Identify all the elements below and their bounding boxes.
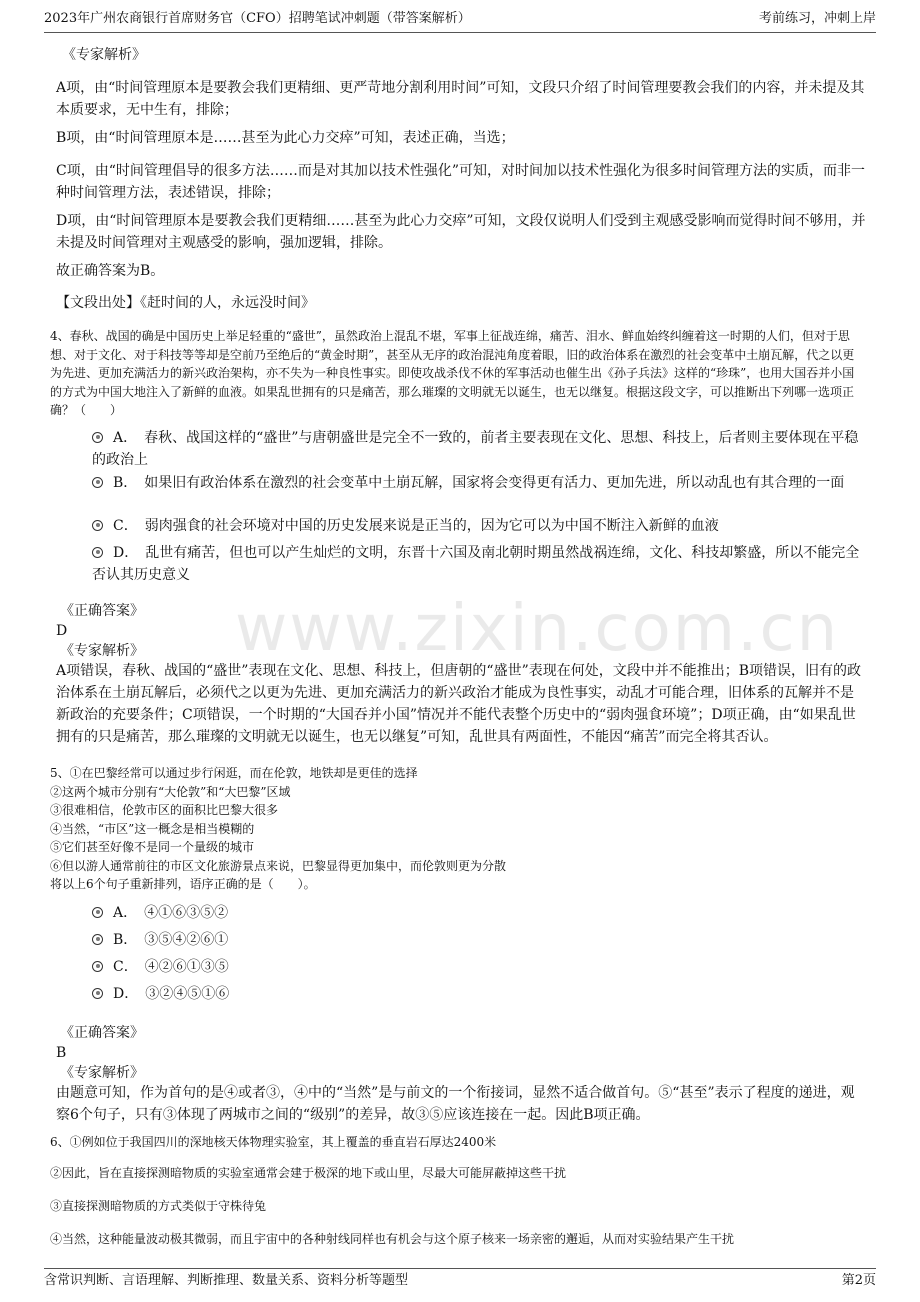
- q4-analysis-label: 《专家解析》: [60, 643, 144, 659]
- q4-option-b[interactable]: B． 如果旧有政治体系在激烈的社会变革中土崩瓦解，国家将会变得更有活力、更加先进，所以动乱也有其合理的一面: [92, 472, 862, 494]
- q6-line-1: 6、①例如位于我国四川的深地核天体物理实验室，其上覆盖的垂直岩石厚达2400米: [50, 1135, 497, 1149]
- q3-analysis-b: B项，由“时间管理原本是……甚至为此心力交瘁”可知，表述正确，当选；: [56, 130, 515, 146]
- q5-option-b[interactable]: B． ③⑤④②⑥①: [92, 929, 862, 951]
- page-number: 第2页: [841, 1273, 876, 1288]
- watermark: www.zixin.com.cn: [235, 592, 840, 666]
- radio-icon[interactable]: [92, 432, 103, 443]
- q3-source: 【文段出处】《赶时间的人，永远没时间》: [56, 295, 315, 311]
- q5-option-a[interactable]: A． ④①⑥③⑤②: [92, 902, 862, 924]
- radio-icon[interactable]: [92, 988, 103, 999]
- radio-icon[interactable]: [92, 520, 103, 531]
- q3-analysis-d: D项，由“时间管理原本是要教会我们更精细……甚至为此心力交瘁”可知，文段仅说明人们受到主观感受影响而觉得时间不够用，并未提及时间管理对主观感受的影响，强加逻辑，排除。: [56, 213, 866, 251]
- q5-analysis-label: 《专家解析》: [60, 1065, 144, 1081]
- radio-icon[interactable]: [92, 907, 103, 918]
- q6-line-4: ④当然，这种能量波动极其微弱，而且宇宙中的各种射线同样也有机会与这个原子核来一场亲密的邂逅，从而对实验结果产生干扰: [50, 1232, 735, 1246]
- radio-icon[interactable]: [92, 477, 103, 488]
- page-footer: [44, 1268, 876, 1293]
- q4-option-c[interactable]: C． 弱肉强食的社会环境对中国的历史发展来说是正当的，因为它可以为中国不断注入新鲜的血液: [92, 515, 862, 537]
- document-title: 2023年广州农商银行首席财务官（CFO）招聘笔试冲刺题（带答案解析）: [44, 11, 471, 26]
- q4-stem: 4、春秋、战国的确是中国历史上举足轻重的“盛世”，虽然政治上混乱不堪，军事上征战连绵，痛苦、泪水、鲜血始终纠缠着这一时期的人们，但对于思想、对于文化、对于科技等等却是空前乃至绝后的“黄金时期”，甚至从无序的政治混沌角度着眼，旧的政治体系在激烈的社会变革中土崩瓦解，代之以更为先进、更加充满活力的新兴政治架构，亦不失为一种良性事实。即使攻战杀伐不休的军事活动也催生出《孙子兵法》这样的“珍珠”，也用大国吞并小国的方式为中国大地注入了新鲜的血液。如果乱世拥有的只是痛苦，那么璀璨的文明就无以诞生，也无以继复。根据这段文字，可以推断出下列哪一选项正确？（ ）: [50, 329, 855, 417]
- q3-analysis-label: 《专家解析》: [62, 47, 146, 63]
- q4-answer: D: [56, 623, 68, 639]
- q6-line-2: ②因此，旨在直接探测暗物质的实验室通常会建于极深的地下或山里，尽最大可能屏蔽掉这些干扰: [50, 1166, 567, 1180]
- page-header: [44, 6, 876, 33]
- q5-answer-label: 《正确答案》: [60, 1025, 144, 1041]
- q4-option-d[interactable]: D． 乱世有痛苦，但也可以产生灿烂的文明，东晋十六国及南北朝时期虽然战祸连绵，文化、科技却繁盛，所以不能完全否认其历史意义: [92, 545, 860, 583]
- q3-analysis-c: C项，由“时间管理倡导的很多方法……而是对其加以技术性强化”可知，对时间加以技术性强化为很多时间管理方法的实质，而非一种时间管理方法，表述错误，排除；: [56, 163, 866, 201]
- q6-line-3: ③直接探测暗物质的方式类似于守株待兔: [50, 1199, 267, 1213]
- q5-answer: B: [56, 1045, 67, 1061]
- q5-option-d[interactable]: D． ③②④⑤①⑥: [92, 983, 862, 1005]
- q4-answer-label: 《正确答案》: [60, 603, 144, 619]
- q3-conclusion: 故正确答案为B。: [56, 263, 165, 279]
- q4-analysis: A项错误，春秋、战国的“盛世”表现在文化、思想、科技上，但唐朝的“盛世”表现在何处，文段中并不能推出；B项错误，旧有的政治体系在土崩瓦解后，必须代之以更为先进、更加充满活力的新兴政治才能成为良性事实，动乱才可能合理，旧体系的瓦解并不是新政治的充要条件；C项错误，一个时期的“大国吞并小国”情况并不能代表整个历史中的“弱肉强食环境”；D项正确，由“如果乱世拥有的只是痛苦，那么璀璨的文明就无以诞生，也无以继复”可知，乱世具有两面性，不能因“痛苦”而完全将其否认。: [56, 663, 862, 745]
- q5-analysis: 由题意可知，作为首句的是④或者③，④中的“当然”是与前文的一个衔接词，显然不适合做首句。⑤“甚至”表示了程度的递进，观察6个句子，只有③体现了两城市之间的“级别”的差异，故③⑤应该连接在一起。因此B项正确。: [56, 1085, 855, 1123]
- q3-analysis-a: A项，由“时间管理原本是要教会我们更精细、更严苛地分割利用时间”可知，文段只介绍了时间管理要教会我们的内容，并未提及其本质要求，无中生有，排除；: [56, 80, 865, 118]
- radio-icon[interactable]: [92, 934, 103, 945]
- header-slogan: 考前练习，冲刺上岸: [758, 11, 876, 26]
- q4-option-a[interactable]: A． 春秋、战国这样的“盛世”与唐朝盛世是完全不一致的，前者主要表现在文化、思想、科技上，后者则主要体现在平稳的政治上: [92, 430, 859, 468]
- footer-note: 含常识判断、言语理解、判断推理、数量关系、资料分析等题型: [44, 1273, 409, 1288]
- radio-icon[interactable]: [92, 547, 103, 558]
- q5-stem: 5、①在巴黎经常可以通过步行闲逛，而在伦敦，地铁却是更佳的选择 ②这两个城市分别有“大伦敦”和“大巴黎”区域 ③很难相信，伦敦市区的面积比巴黎大很多 ④当然，“市区”这一概念是相当模糊的 ⑤它们甚至好像不是同一个量级的城市 ⑥但以游人通常前往的市区文化旅游景点来说，巴黎显得更加集中，而伦敦则更为分散 将以上6个句子重新排列，语序正确的是（ ）。: [50, 766, 507, 891]
- radio-icon[interactable]: [92, 961, 103, 972]
- q5-option-c[interactable]: C． ④②⑥①③⑤: [92, 956, 862, 978]
